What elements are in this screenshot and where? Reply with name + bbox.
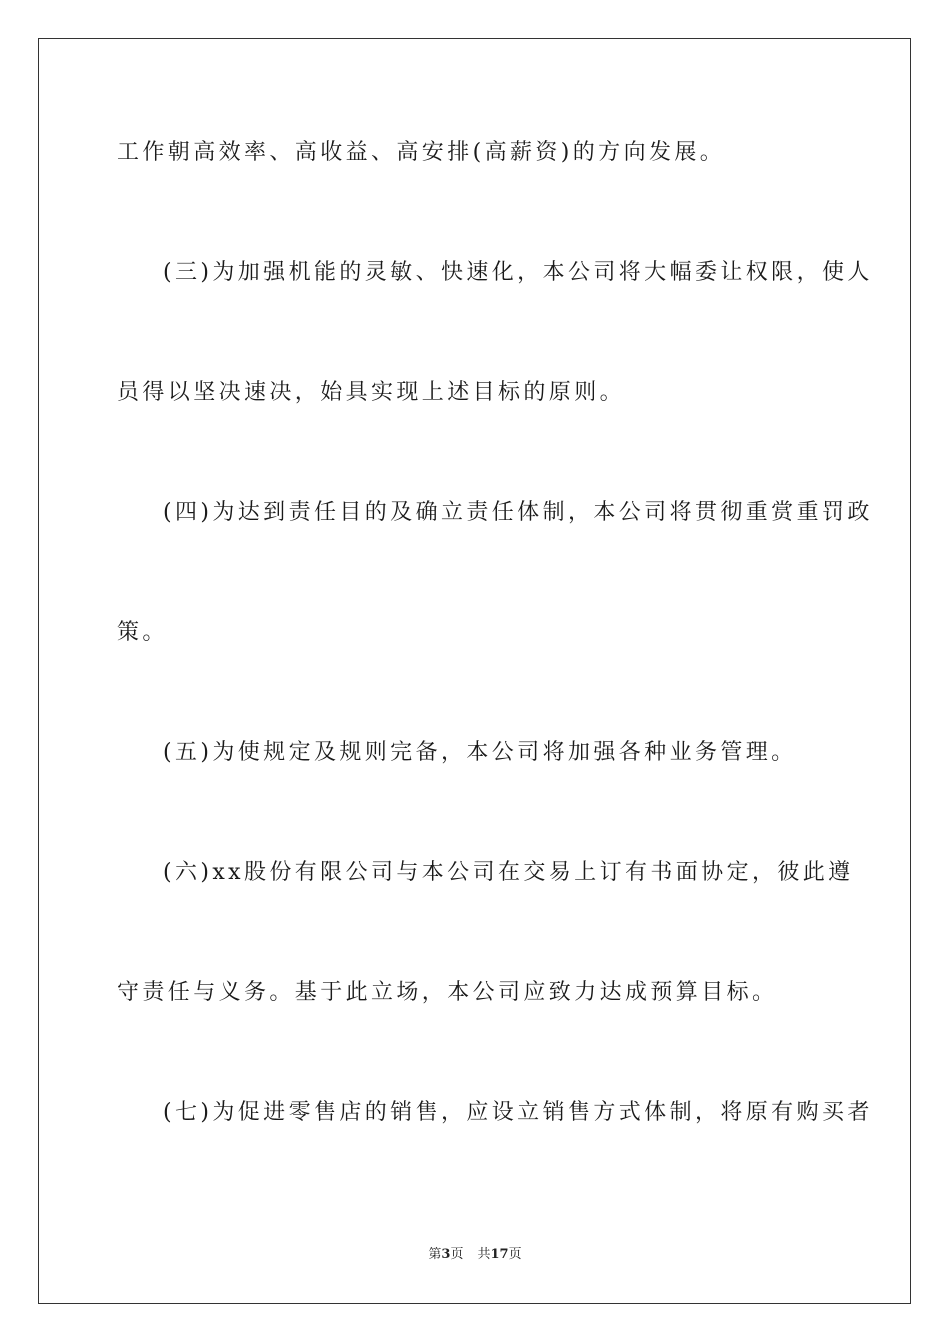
- paragraph-line-2: (三)为加强机能的灵敏、快速化，本公司将大幅委让权限，使人: [163, 260, 873, 285]
- paragraph-line-4: (四)为达到责任目的及确立责任体制，本公司将贯彻重赏重罚政: [163, 500, 873, 525]
- page-suffix: 页: [450, 1247, 464, 1262]
- paragraph-line-1: 工作朝高效率、高收益、高安排(高薪资)的方向发展。: [117, 140, 726, 165]
- page-prefix: 第: [428, 1247, 442, 1262]
- paragraph-line-6: (五)为使规定及规则完备，本公司将加强各种业务管理。: [163, 740, 797, 765]
- page-number: 3: [441, 1247, 451, 1262]
- total-pages: 17: [490, 1247, 509, 1262]
- paragraph-line-9: (七)为促进零售店的销售，应设立销售方式体制，将原有购买者: [163, 1100, 873, 1125]
- total-prefix: 共: [477, 1247, 491, 1262]
- paragraph-line-8: 守责任与义务。基于此立场，本公司应致力达成预算目标。: [117, 980, 778, 1005]
- paragraph-line-3: 员得以坚决速决，始具实现上述目标的原则。: [117, 380, 626, 405]
- paragraph-line-7: (六)xx股份有限公司与本公司在交易上订有书面协定，彼此遵: [163, 860, 854, 885]
- page-footer: [0, 1246, 950, 1264]
- total-suffix: 页: [508, 1247, 522, 1262]
- paragraph-line-5: 策。: [117, 620, 168, 645]
